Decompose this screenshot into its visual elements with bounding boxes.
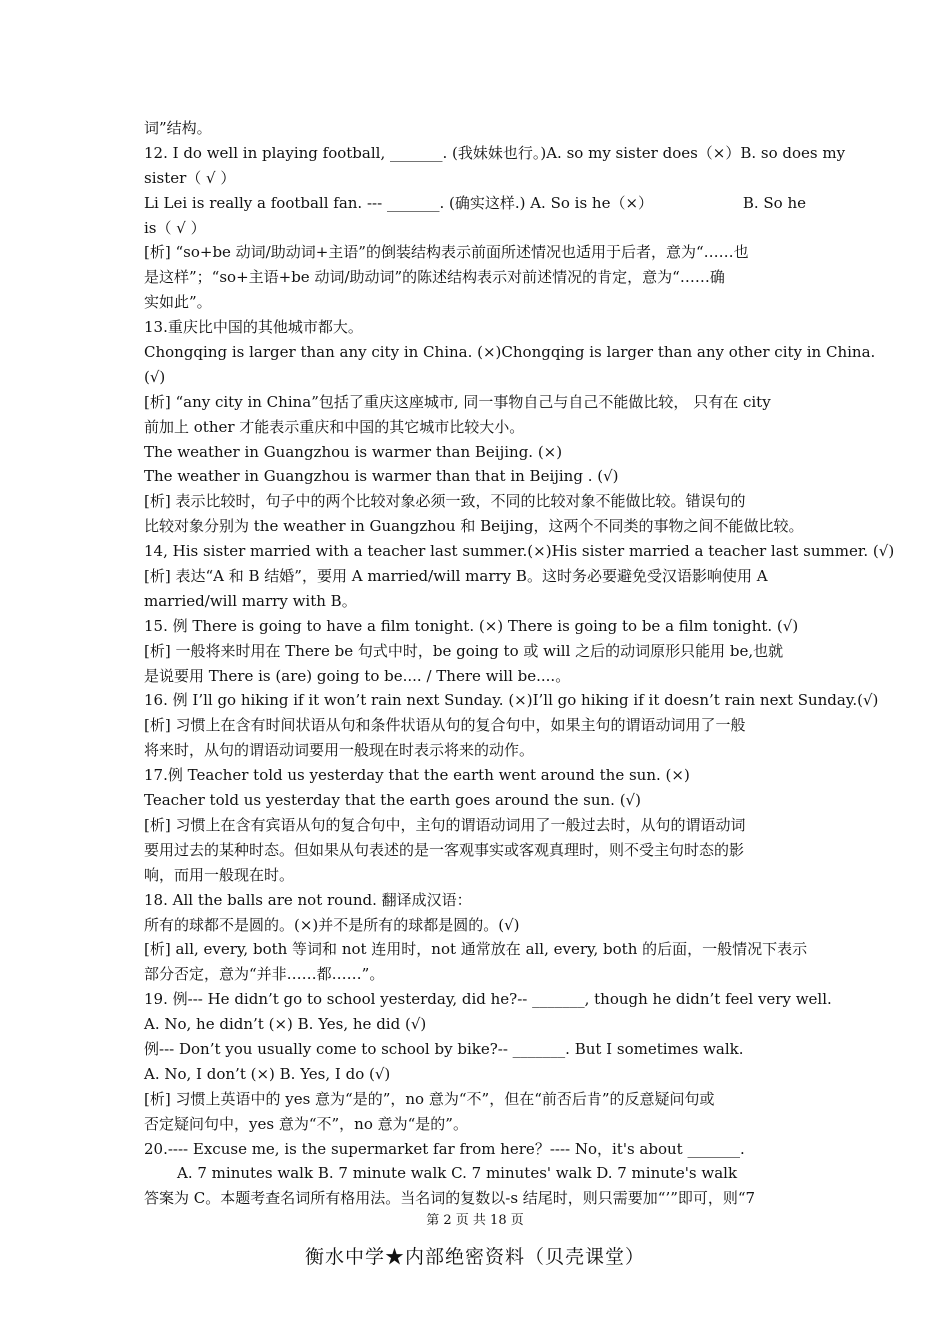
text-line: [析] 一般将来时用在 There be 句式中时，be going to 或 will 之后的动词原形只能用 be,也就 [144, 641, 784, 660]
text-line: The weather in Guangzhou is warmer than that in Beijing . (√) [144, 467, 619, 486]
text-line: [析] 习惯上英语中的 yes 意为“是的”，no 意为“不”，但在“前否后肯”的反意疑问句或 [144, 1089, 715, 1108]
text-line: 15. 例 There is going to have a film tonight. (×) There is going to be a film tonight. (√) [144, 616, 799, 635]
text-line: Teacher told us yesterday that the earth goes around the sun. (√) [144, 791, 641, 810]
text-line: [析] all, every, both 等词和 not 连用时，not 通常放在 all, every, both 的后面，一般情况下表示 [144, 940, 808, 959]
text-line: 是说要用 There is (are) going to be.... / There will be....。 [144, 666, 571, 685]
text-line: 部分否定，意为“并非……都……”。 [144, 965, 385, 984]
text-line: 16. 例 I’ll go hiking if it won’t rain next Sunday. (×)I’ll go hiking if it doesn’t rain next Sunday.(√) [144, 691, 879, 710]
text-line: [析] 表示比较时，句子中的两个比较对象必须一致，不同的比较对象不能做比较。错误句的 [144, 492, 746, 511]
text-line: [析] 习惯上在含有时间状语从句和条件状语从句的复合句中，如果主句的谓语动词用了一般 [144, 716, 746, 735]
text-line: 要用过去的某种时态。但如果从句表述的是一客观事实或客观真理时，则不受主句时态的影 [144, 840, 745, 859]
text-line-split [144, 191, 806, 216]
text-line: 比较对象分别为 the weather in Guangzhou 和 Beijing，这两个不同类的事物之间不能做比较。 [144, 517, 804, 536]
text-line: A. No, he didn’t (×) B. Yes, he did (√) [144, 1015, 427, 1034]
page-number: 第 2 页 共 18 页 [426, 1213, 524, 1228]
text-line: 实如此”。 [144, 293, 212, 312]
text-line: [析] 表达“A 和 B 结婚”，要用 A married/will marry B。这时务必要避免受汉语影响使用 A [144, 567, 768, 586]
text-line: 14, His sister married with a teacher last summer.(×)His sister married a teacher last summer. (√) [144, 542, 895, 561]
footer-title: 衡水中学★内部绝密资料（贝壳课堂） [304, 1246, 645, 1268]
text-line: married/will marry with B。 [144, 591, 357, 610]
text-line: is（ √ ） [144, 218, 206, 237]
text-line: 否定疑问句中，yes 意为“不”，no 意为“是的”。 [144, 1114, 468, 1133]
text-segment: B. So he [742, 193, 806, 212]
text-line: 13.重庆比中国的其他城市都大。 [144, 318, 363, 337]
text-line: [析] “so+be 动词/助动词+主语”的倒装结构表示前面所述情况也适用于后者，意为“……也 [144, 243, 749, 262]
text-line: 响，而用一般现在时。 [144, 865, 295, 884]
text-line: 是这样”；“so+主语+be 动词/助动词”的陈述结构表示对前述情况的肯定，意为“……确 [144, 268, 725, 287]
text-line: [析] 习惯上在含有宾语从句的复合句中，主句的谓语动词用了一般过去时，从句的谓语动词 [144, 815, 746, 834]
text-line: 词”结构。 [144, 119, 212, 137]
text-line: 19. 例--- He didn’t go to school yesterday, did he?-- _______, though he didn’t feel very well. [144, 990, 832, 1009]
text-line: (√) [144, 367, 166, 386]
text-line: Chongqing is larger than any city in China. (×)Chongqing is larger than any other city in China. [144, 343, 876, 362]
text-line: A. 7 minutes walk B. 7 minute walk C. 7 minutes' walk D. 7 minute's walk [177, 1164, 738, 1183]
text-line: 前加上 other 才能表示重庆和中国的其它城市比较大小。 [144, 417, 525, 436]
text-line: 20.---- Excuse me, is the supermarket far from here？---- No，it's about _______. [144, 1139, 745, 1158]
text-line: 答案为 C。本题考查名词所有格用法。当名词的复数以-s 结尾时，则只需要加“’”即可，则“7 [144, 1189, 756, 1208]
text-line: sister（ √ ） [144, 168, 236, 187]
document-body [144, 116, 895, 1211]
text-line: 18. All the balls are not round. 翻译成汉语： [144, 890, 472, 909]
text-segment: Li Lei is really a football fan. --- _______. (确实这样.) A. So is he（×） [144, 193, 654, 212]
text-line: The weather in Guangzhou is warmer than Beijing. (×) [144, 442, 563, 461]
text-line: 例--- Don’t you usually come to school by bike?-- _______. But I sometimes walk. [144, 1039, 744, 1058]
text-line: A. No, I don’t (×) B. Yes, I do (√) [144, 1064, 391, 1083]
text-line: [析] “any city in China”包括了重庆这座城市, 同一事物自己与自己不能做比较， 只有在 city [144, 392, 771, 411]
text-line: 17.例 Teacher told us yesterday that the earth went around the sun. (×) [144, 766, 690, 785]
text-line: 将来时，从句的谓语动词要用一般现在时表示将来的动作。 [144, 741, 535, 760]
text-line: 12. I do well in playing football, _______. (我妹妹也行。)A. so my sister does（×）B. so does my [144, 143, 846, 162]
text-line: 所有的球都不是圆的。(×)并不是所有的球都是圆的。(√) [144, 915, 520, 934]
